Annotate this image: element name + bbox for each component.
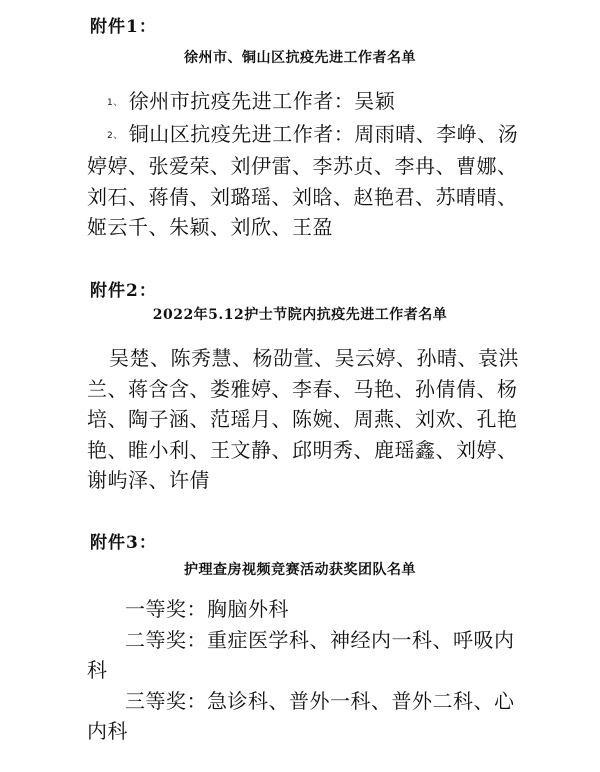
attachment1-item [87, 119, 527, 243]
attachment3-prizes [87, 594, 527, 747]
prize-label: 二等奖： [125, 627, 207, 652]
prize-value: 重症医学科、神经内一科、呼吸内科 [87, 627, 515, 682]
item-number: 1、 [107, 98, 123, 108]
prize-value: 急诊科、普外一科、普外二科、心内科 [87, 688, 515, 743]
prize-label: 一等奖： [125, 597, 207, 621]
prize-third [87, 686, 527, 747]
attachment3-heading: 附件3： [90, 533, 157, 553]
item-number: 2、 [107, 130, 123, 141]
item-label: 徐州市抗疫先进工作者： [128, 89, 355, 113]
prize-value: 胸脑外科 [207, 597, 289, 621]
attachment1-item [87, 86, 527, 119]
attachment3-title: 护理查房视频竞赛活动获奖团队名单 [184, 562, 416, 578]
attachment1-heading: 附件1： [90, 17, 157, 37]
attachment2-title: 2022年5.12护士节院内抗疫先进工作者名单 [152, 307, 448, 323]
item-names: 吴颖 [354, 89, 396, 113]
item-label: 铜山区抗疫先进工作者： [128, 121, 355, 146]
attachment1-list [87, 86, 527, 243]
prize-first [87, 594, 527, 625]
attachment2-names: 吴楚、陈秀慧、杨劭萱、吴云婷、孙晴、袁洪兰、蒋含含、娄雅婷、李春、马艳、孙倩倩、杨培、陶子涵、范瑶月、陈婉、周燕、刘欢、孔艳艳、睢小利、王文静、邱明秀、鹿瑶鑫、刘婷、谢屿泽、许倩 [87, 346, 519, 492]
attachment1-title: 徐州市、铜山区抗疫先进工作者名单 [184, 50, 416, 66]
item-names: 周雨晴、李峥、汤婷婷、张爱荣、刘伊雷、李苏贞、李冉、曹娜、刘石、蒋倩、刘璐瑶、刘晗、赵艳君、苏晴晴、姬云千、朱颖、刘欣、王盈 [87, 121, 519, 239]
attachment2-heading: 附件2： [90, 281, 157, 301]
prize-label: 三等奖： [125, 688, 207, 713]
prize-second [87, 625, 527, 686]
